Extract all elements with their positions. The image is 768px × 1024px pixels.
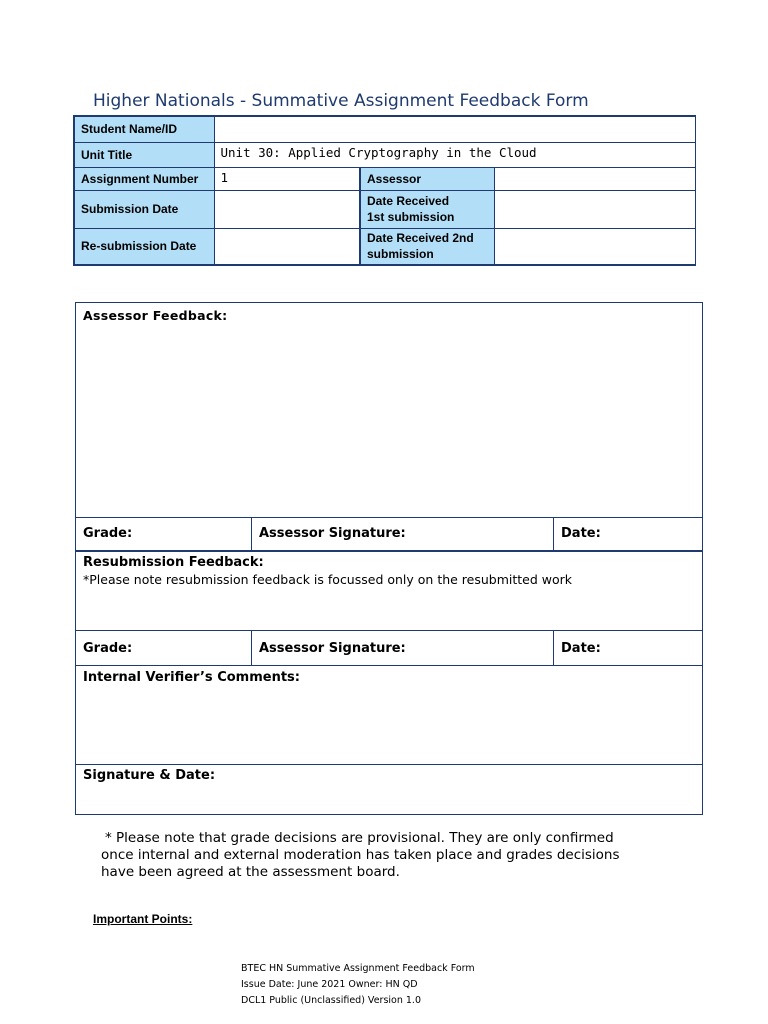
unit-title-label: Unit Title xyxy=(74,142,214,167)
date-label-2: Date: xyxy=(554,631,703,666)
signature-date-box[interactable] xyxy=(76,765,703,815)
resubmission-feedback-label: Resubmission Feedback: xyxy=(83,554,264,570)
internal-verifier-box[interactable] xyxy=(76,666,703,765)
footer-line-3: DCL1 Public (Unclassified) Version 1.0 xyxy=(241,995,421,1006)
assessor-signature-label-1: Assessor Signature: xyxy=(252,518,554,551)
student-name-label: Student Name/ID xyxy=(74,116,214,142)
disclaimer-line-1: * Please note that grade decisions are provisional. They are only confirmed xyxy=(105,830,614,846)
internal-verifier-label: Internal Verifier’s Comments: xyxy=(83,670,300,685)
resubmission-note: *Please note resubmission feedback is focussed only on the resubmitted work xyxy=(83,571,573,587)
disclaimer-line-2: once internal and external moderation has taken place and grades decisions xyxy=(101,847,620,863)
important-points-heading: Important Points: xyxy=(93,912,193,926)
grade-label-2: Grade: xyxy=(76,631,252,666)
resubmission-feedback-box[interactable] xyxy=(76,551,703,631)
date-label-1: Date: xyxy=(554,518,703,551)
resubmission-date-field[interactable] xyxy=(214,228,360,265)
date-received-2nd-line2: submission xyxy=(367,247,434,262)
unit-title-field[interactable]: Unit 30: Applied Cryptography in the Cloud xyxy=(214,142,695,167)
assessor-signature-label-2: Assessor Signature: xyxy=(252,631,554,666)
date-received-1st-field[interactable] xyxy=(494,190,695,228)
assignment-number-field[interactable]: 1 xyxy=(214,167,360,190)
assessor-field[interactable] xyxy=(494,167,695,190)
disclaimer-line-3: have been agreed at the assessment board. xyxy=(101,864,400,880)
submission-date-label: Submission Date xyxy=(74,190,214,228)
date-received-1st-label xyxy=(360,190,494,228)
assignment-number-label: Assignment Number xyxy=(74,167,214,190)
submission-date-field[interactable] xyxy=(214,190,360,228)
grade-disclaimer xyxy=(101,830,671,881)
details-table xyxy=(73,115,696,266)
footer-line-2: Issue Date: June 2021 Owner: HN QD xyxy=(241,979,418,990)
resubmission-date-label: Re-submission Date xyxy=(74,228,214,265)
date-received-2nd-field[interactable] xyxy=(494,228,695,265)
assessor-feedback-label: Assessor Feedback: xyxy=(83,308,228,323)
date-received-1st-line2: 1st submission xyxy=(367,210,455,224)
assessor-label: Assessor xyxy=(360,167,494,190)
grade-label-1: Grade: xyxy=(76,518,252,551)
assessor-feedback-box[interactable] xyxy=(76,303,703,518)
date-received-2nd-label xyxy=(360,228,494,265)
form-title: Higher Nationals - Summative Assignment Feedback Form xyxy=(93,91,589,111)
feedback-table xyxy=(75,302,703,815)
date-received-2nd-line1: Date Received 2nd xyxy=(367,231,474,246)
page-footer xyxy=(241,961,475,1009)
signature-date-label: Signature & Date: xyxy=(83,768,216,783)
footer-line-1: BTEC HN Summative Assignment Feedback Form xyxy=(241,963,475,974)
student-name-field[interactable] xyxy=(214,116,695,142)
date-received-1st-line1: Date Received xyxy=(367,194,450,208)
